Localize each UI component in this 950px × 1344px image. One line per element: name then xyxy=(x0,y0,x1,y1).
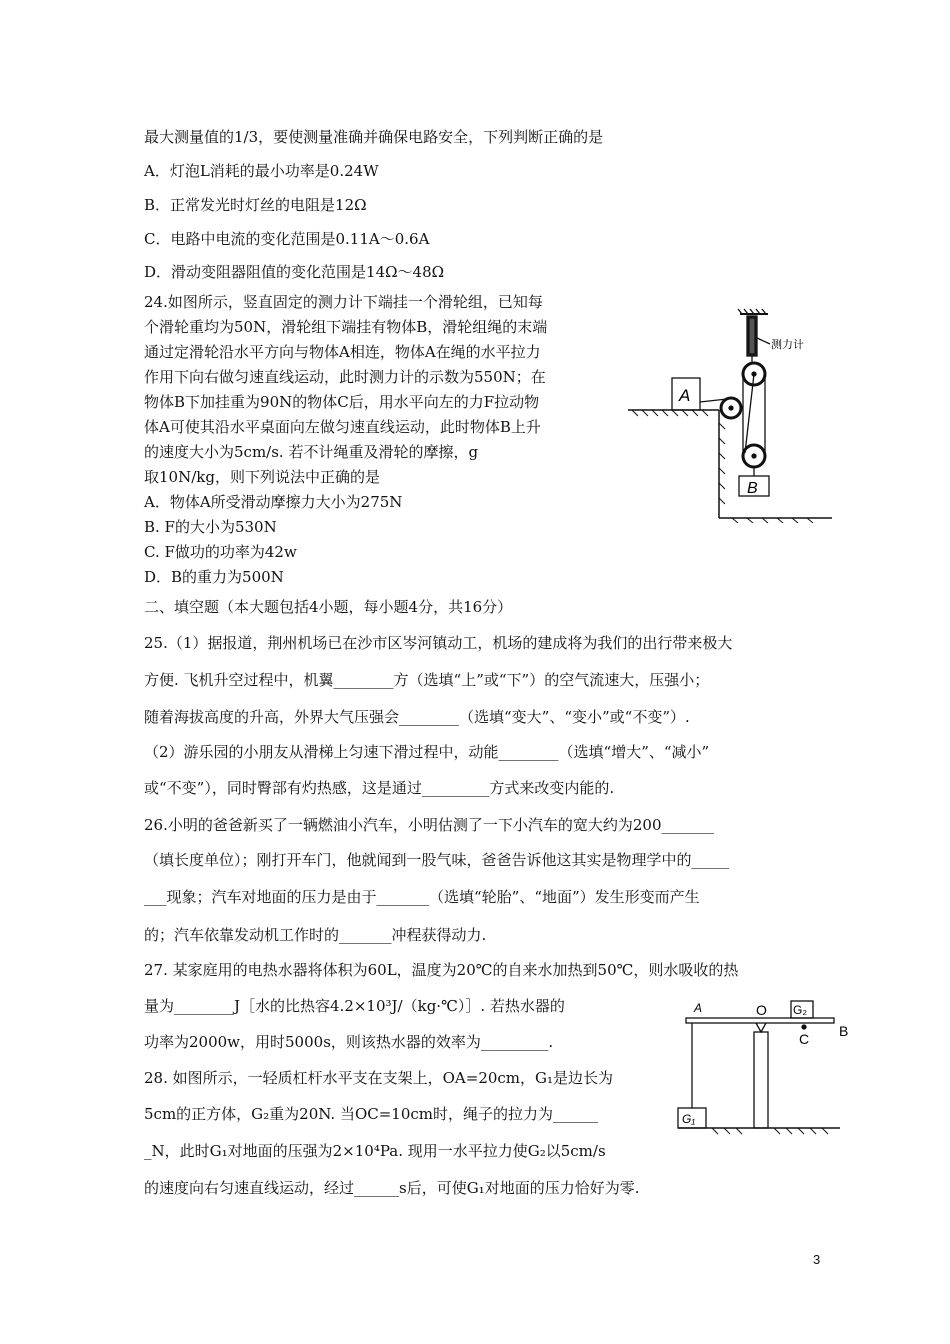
q23-option-d: D．滑动变阻器阻值的变化范围是14Ω～48Ω xyxy=(144,263,445,281)
g2-label: G₂ xyxy=(793,1003,807,1017)
q24-option-a: A．物体A所受滑动摩擦力大小为275N xyxy=(144,493,403,511)
q24-line: 体A可使其沿水平桌面向左做匀速直线运动，此时物体B上升 xyxy=(144,418,541,436)
lever-diagram xyxy=(672,996,850,1138)
q24-line: 的速度大小为5cm/s. 若不计绳重及滑轮的摩擦，g xyxy=(144,443,479,461)
q24-line: 物体B下加挂重为90N的物体C后，用水平向左的力F拉动物 xyxy=(144,393,540,411)
q24-line: 24.如图所示，竖直固定的测力计下端挂一个滑轮组，已知每 xyxy=(144,293,543,311)
q26-line: ___现象；汽车对地面的压力是由于_______（选填“轮胎”、“地面”）发生形变而产生 xyxy=(144,888,700,906)
q23-option-a: A．灯泡L消耗的最小功率是0.24W xyxy=(144,162,379,180)
q23-option-c: C．电路中电流的变化范围是0.11A～0.6A xyxy=(144,230,430,248)
block-b-label: B xyxy=(747,480,758,497)
section-title: 二、填空题（本大题包括4小题，每小题4分，共16分） xyxy=(144,598,513,616)
q25-line: 方便. 飞机升空过程中，机翼________方（选填“上”或“下”）的空气流速大，压强小； xyxy=(144,671,710,689)
q28-line: 28. 如图所示，一轻质杠杆水平支在支架上，OA=20cm，G₁是边长为 xyxy=(144,1069,614,1087)
q25-line: 随着海拔高度的升高，外界大气压强会________（选填“变大”、“变小”或“不变”）. xyxy=(144,708,690,726)
q25-line: （2）游乐园的小朋友从滑梯上匀速下滑过程中，动能________（选填“增大”、“减小” xyxy=(144,743,710,761)
q24-option-b: B. F的大小为530N xyxy=(144,518,277,536)
q24-line: 取10N/kg，则下列说法中正确的是 xyxy=(144,468,380,486)
q26-line: 的；汽车依靠发动机工作时的_______冲程获得动力. xyxy=(144,926,487,944)
q25-line: 25.（1）据报道，荆州机场已在沙市区岑河镇动工，机场的建成将为我们的出行带来极大 xyxy=(144,634,733,652)
q28-line: _N，此时G₁对地面的压强为2×10⁴Pa. 现用一水平拉力使G₂以5cm/s xyxy=(144,1142,606,1160)
q23-stem: 最大测量值的1/3，要使测量准确并确保电路安全，下列判断正确的是 xyxy=(144,128,604,146)
q27-line: 量为________J［水的比热容4.2×10³J/（kg·℃）］. 若热水器的 xyxy=(144,997,565,1015)
q28-line: 的速度向右匀速直线运动，经过______s后，可使G₁对地面的压力恰好为零. xyxy=(144,1179,640,1197)
q23-option-b: B．正常发光时灯丝的电阻是12Ω xyxy=(144,196,367,214)
point-b-label: B xyxy=(839,1023,849,1039)
block-a-label: A xyxy=(679,386,691,405)
point-a-label: A xyxy=(694,1001,703,1015)
q24-option-d: D．B的重力为500N xyxy=(144,568,284,586)
q27-line: 功率为2000w，用时5000s，则该热水器的效率为_________. xyxy=(144,1033,554,1051)
q25-line: 或“不变”），同时臀部有灼热感，这是通过_________方式来改变内能的. xyxy=(144,779,615,797)
q26-line: （填长度单位）；刚打开车门，他就闻到一股气味，爸爸告诉他这其实是物理学中的_____ xyxy=(144,851,730,869)
q24-line: 个滑轮重均为50N，滑轮组下端挂有物体B，滑轮组绳的末端 xyxy=(144,318,548,336)
q27-line: 27. 某家庭用的电热水器将体积为60L，温度为20℃的自来水加热到50℃，则水吸收的热 xyxy=(144,961,739,979)
g1-label: G₁ xyxy=(682,1112,696,1126)
q24-option-c: C. F做功的功率为42w xyxy=(144,543,297,561)
q24-line: 作用下向右做匀速直线运动，此时测力计的示数为550N；在 xyxy=(144,368,546,386)
q28-line: 5cm的正方体，G₂重为20N. 当OC=10cm时，绳子的拉力为______ xyxy=(144,1105,599,1123)
page-number: 3 xyxy=(813,1252,821,1267)
point-o-label: O xyxy=(756,1002,767,1018)
meter-label: 测力计 xyxy=(771,338,804,351)
q26-line: 26.小明的爸爸新买了一辆燃油小汽车，小明估测了一下小汽车的宽大约为200_______ xyxy=(144,816,714,834)
q24-line: 通过定滑轮沿水平方向与物体A相连，物体A在绳的水平拉力 xyxy=(144,343,541,361)
point-c-label: C xyxy=(799,1031,810,1047)
pulley-diagram xyxy=(622,308,842,523)
